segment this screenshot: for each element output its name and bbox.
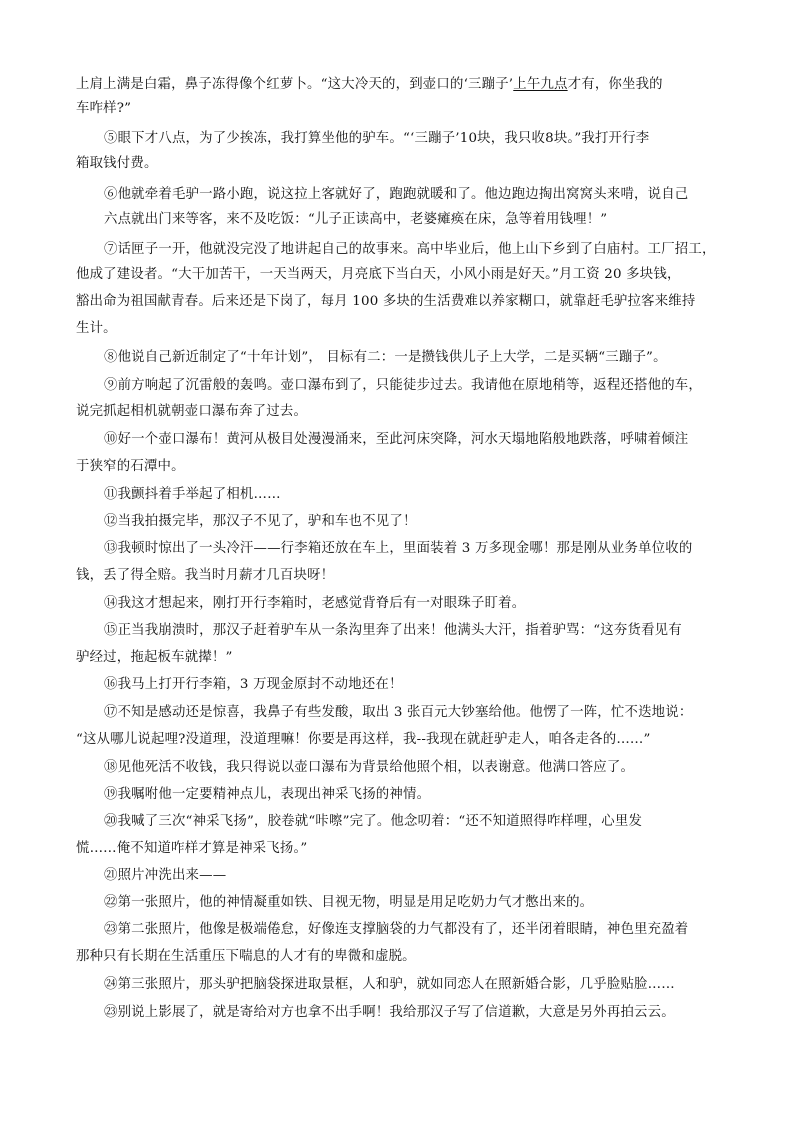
text-line: 驴经过，拖起板车就撵！” xyxy=(76,650,233,665)
text-line: “这从哪儿说起哩?没道理，没道理嘛！你要是再这样，我--我现在就赶驴走人，咱各走各的……” xyxy=(76,732,651,747)
text-line: ⑱见他死活不收钱，我只得说以壶口瀑布为背景给他照个相，以表谢意。他满口答应了。 xyxy=(104,760,635,775)
text-line: 慌……俺不知道咋样才算是神采飞扬。” xyxy=(76,841,308,856)
text-line: ⑥他就牵着毛驴一路小跑，说这拉上客就好了，跑跑就暖和了。他边跑边掏出窝窝头来啃，说自己 xyxy=(104,187,689,202)
text-line: 说完抓起相机就朝壶口瀑布奔了过去。 xyxy=(76,404,308,419)
text-line: ⑨前方响起了沉雷般的轰鸣。壶口瀑布到了，只能徒步过去。我请他在原地稍等，返程还搭他的车， xyxy=(104,378,702,393)
text-line: ㉓第二张照片，他像是极端倦怠，好像连支撑脑袋的力气都没有了，还半闭着眼睛，神色里充盈着 xyxy=(104,922,689,937)
text-line: 那种只有长期在生活重压下喘息的人才有的卑微和虚脱。 xyxy=(76,949,416,964)
text-line: ㉑照片冲洗出来—— xyxy=(104,868,227,883)
text-line: ⑯我马上打开行李箱，3 万现金原封不动地还在！ xyxy=(104,677,403,692)
text-line: 车咋样?” xyxy=(76,101,132,116)
text-line: ⑬我顿时惊出了一头冷汗——行李箱还放在车上，里面装着 3 万多现金哪！那是刚从业务单位收的 xyxy=(104,541,693,556)
underlined-text: 上午九点 xyxy=(513,77,568,92)
text-line: ⑪我颤抖着手举起了相机…… xyxy=(104,487,281,502)
text-line: 钱，丢了得全赔。我当时月薪才几百块呀！ xyxy=(76,568,335,583)
text-line: ⑰不知是感动还是惊喜，我鼻子有些发酸，取出 3 张百元大钞塞给他。他愣了一阵，忙不迭地说： xyxy=(104,705,693,720)
text-line: 生计。 xyxy=(76,321,117,336)
text-line: 箱取钱付费。 xyxy=(76,156,158,171)
text-line: ⑭我这才想起来，刚打开行李箱时，老感觉背脊后有一对眼珠子盯着。 xyxy=(104,596,526,611)
text-line: 六点就出门来等客，来不及吃饭：“儿子正读高中，老婆瘫痪在床，急等着用钱哩！” xyxy=(104,212,608,227)
text-segment: 上肩上满是白霜，鼻子冻得像个红萝卜。“这大冷天的，到壶口的‘三蹦子’ xyxy=(76,77,514,92)
text-line: ⑧他说自己新近制定了“十年计划”， 目标有二：一是攒钱供儿子上大学，二是买辆“三蹦子”。 xyxy=(104,350,667,365)
text-line: 豁出命为祖国献青春。后来还是下岗了，每月 100 多块的生活费难以养家糊口，就靠赶毛驴拉客来维持 xyxy=(76,294,696,309)
text-line xyxy=(76,76,663,94)
text-line: ⑤眼下才八点，为了少挨冻，我打算坐他的驴车。“‘三蹦子’10块，我只收8块。”我打开行李 xyxy=(104,131,650,146)
text-line: ⑲我嘱咐他一定要精神点儿，表现出神采飞扬的神情。 xyxy=(104,787,431,802)
text-line: ㉔第三张照片，那头驴把脑袋探进取景框，人和驴，就如同恋人在照新婚合影，几乎脸贴脸…… xyxy=(104,977,675,992)
text-line: ㉓别说上影展了，就是寄给对方也拿不出手啊！我给那汉子写了信道歉，大意是另外再拍云云。 xyxy=(104,1005,675,1020)
text-line: ⑳我喊了三次“神采飞扬”，胶卷就“咔嚓”完了。他念叨着：“还不知道照得咋样哩，心里发 xyxy=(104,814,643,829)
text-line: ⑩好一个壶口瀑布！黄河从极目处漫漫涌来，至此河床突降，河水天塌地陷般地跌落，呼啸着倾注 xyxy=(104,432,689,447)
text-line: 于狭窄的石潭中。 xyxy=(76,459,185,474)
text-line: 他成了建设者。“大干加苦干，一天当两天，月亮底下当白天，小风小雨是好天。”月工资 20 多块钱， xyxy=(76,267,681,282)
text-line: ⑮正当我崩溃时，那汉子赶着驴车从一条沟里奔了出来！他满头大汗，指着驴骂：“这夯货看见有 xyxy=(104,623,682,638)
text-line: ⑦话匣子一开，他就没完没了地讲起自己的故事来。高中毕业后，他上山下乡到了白庙村。工厂招工， xyxy=(104,242,716,257)
text-line: ⑫当我拍摄完毕，那汉子不见了，驴和车也不见了！ xyxy=(104,514,417,529)
text-segment: 才有，你坐我的 xyxy=(567,77,663,92)
text-line: ㉒第一张照片，他的神情凝重如铁、目视无物，明显是用足吃奶力气才憋出来的。 xyxy=(104,895,594,910)
